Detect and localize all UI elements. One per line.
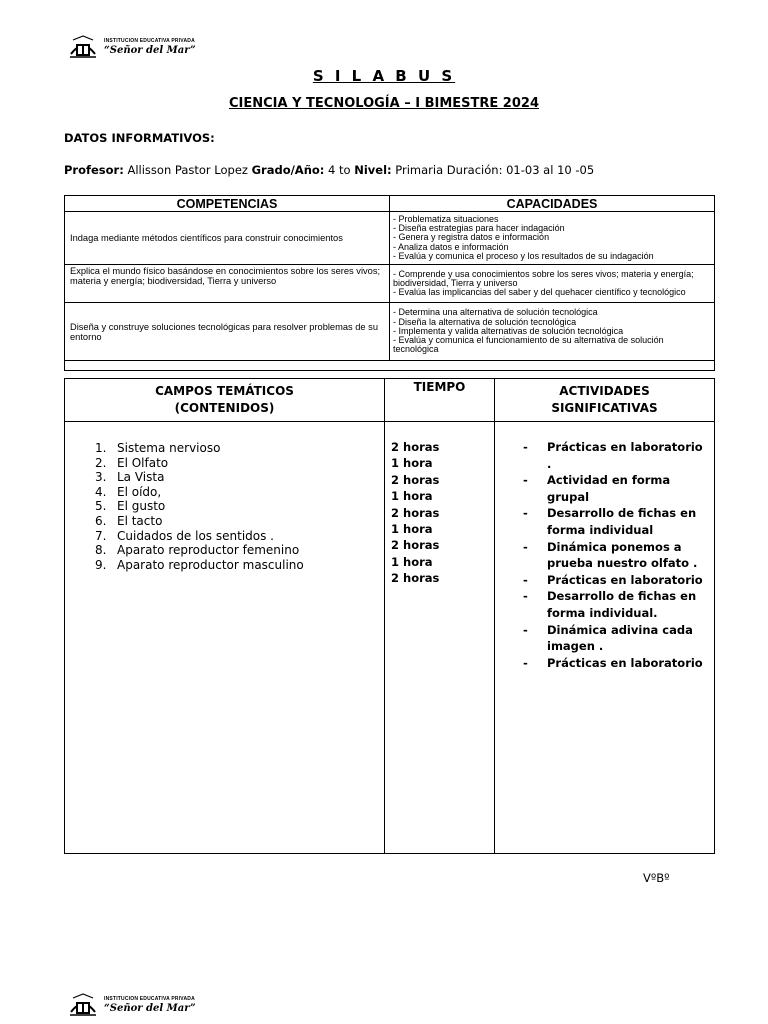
content-header-row <box>65 379 715 422</box>
activity-bullet: - <box>523 655 528 670</box>
times-list <box>385 422 494 587</box>
topic-item <box>95 513 384 529</box>
capacidad-item: - Problematiza situaciones <box>393 214 499 224</box>
vobo-signature: VºBº <box>643 871 670 885</box>
capacidad-item: - Evalúa y comunica el funcionamiento de su alternativa de solución tecnológica <box>393 336 664 355</box>
competencias-header: COMPETENCIAS <box>65 196 390 212</box>
institution-type: INSTITUCION EDUCATIVA PRIVADA <box>104 37 195 44</box>
topic-text: El tacto <box>117 513 163 528</box>
capacidad-item: - Implementa y valida alternativas de solución tecnológica <box>393 326 624 336</box>
capacidad-item: - Evalúa y comunica el proceso y los resultados de su indagación <box>393 251 654 261</box>
course-title: CIENCIA Y TECNOLOGÍA – I BIMESTRE 2024 <box>228 96 539 111</box>
school-crest-icon <box>68 34 98 60</box>
datos-heading: DATOS INFORMATIVOS: <box>64 131 215 145</box>
activity-bullet: - <box>523 572 528 587</box>
capacidad-item: - Determina una alternativa de solución tecnológica <box>393 308 598 318</box>
capacidad-item: - Analiza datos e información <box>393 242 509 252</box>
topic-number: 9. <box>95 557 107 572</box>
competencia-cell: Indaga mediante métodos científicos para construir conocimientos <box>65 212 390 265</box>
time-item: 1 hora <box>391 554 433 569</box>
tiempo-header: TIEMPO <box>385 379 495 422</box>
capacidad-item: - Diseña la alternativa de solución tecnológica <box>393 317 577 327</box>
activity-item <box>495 572 714 589</box>
topic-item <box>95 455 384 471</box>
page-title: S I L A B U S <box>312 67 456 85</box>
spacer-row <box>65 361 715 371</box>
activities-list <box>495 422 714 671</box>
capacidades-cell <box>390 303 715 361</box>
info-line <box>64 163 594 177</box>
topic-text: Aparato reproductor masculino <box>117 557 304 572</box>
time-item: 2 horas <box>391 440 440 454</box>
header-logo <box>68 32 198 62</box>
topic-number: 2. <box>95 455 107 470</box>
competency-row <box>65 212 715 265</box>
capacidad-item: - Genera y registra datos e información <box>393 233 550 243</box>
nivel-label: Nivel: <box>354 163 392 177</box>
competencia-cell: Diseña y construye soluciones tecnológicas para resolver problemas de su entorno <box>65 303 390 361</box>
competency-header-row <box>65 196 715 212</box>
competencia-cell: Explica el mundo físico basándose en conocimientos sobre los seres vivos; materia y energía; biodiversidad, Tierra y universo <box>65 265 390 303</box>
profesor-value: Allisson Pastor Lopez <box>123 163 252 177</box>
topics-cell <box>65 422 385 854</box>
activity-text: Desarrollo de fichas en forma individual. <box>547 589 697 620</box>
grado-value: 4 to <box>324 163 355 177</box>
time-item: 2 horas <box>391 505 440 520</box>
contenidos-title: (CONTENIDOS) <box>174 401 275 415</box>
nivel-value: Primaria Duración: 01-03 al 10 -05 <box>391 163 595 177</box>
capacidades-cell <box>390 212 715 265</box>
activity-text: Prácticas en laboratorio <box>547 572 703 587</box>
activity-text: Actividad en forma grupal <box>547 473 671 504</box>
topic-text: Cuidados de los sentidos . <box>117 528 274 543</box>
school-crest-icon <box>68 992 98 1018</box>
time-item: 2 horas <box>391 472 440 487</box>
time-item: 1 hora <box>391 489 433 504</box>
time-item: 2 horas <box>391 538 440 553</box>
topic-item <box>95 441 384 456</box>
activity-text: Dinámica ponemos a prueba nuestro olfato . <box>547 539 698 571</box>
activity-bullet: - <box>523 589 528 604</box>
significativas-title: SIGNIFICATIVAS <box>551 401 658 415</box>
activity-item <box>495 588 714 621</box>
actividades-title: ACTIVIDADES <box>559 384 650 398</box>
activity-bullet: - <box>523 622 528 637</box>
topic-number: 5. <box>95 499 107 514</box>
activity-item <box>495 655 714 672</box>
activities-cell <box>495 422 715 854</box>
activity-text: Desarrollo de fichas en forma individual <box>547 506 697 537</box>
actividades-header <box>495 379 715 422</box>
institution-type: INSTITUCION EDUCATIVA PRIVADA <box>104 995 195 1002</box>
institution-name: “Señor del Mar” <box>104 1002 196 1014</box>
grado-label: Grado/Año: <box>251 163 325 177</box>
profesor-label: Profesor: <box>64 163 124 177</box>
topic-item <box>95 484 384 500</box>
campos-title: CAMPOS TEMÁTICOS <box>155 384 294 398</box>
activity-bullet: - <box>523 506 528 521</box>
capacidad-item: - Diseña estrategias para hacer indagación <box>393 224 565 234</box>
time-item: 1 hora <box>391 522 433 537</box>
activity-text: Prácticas en laboratorio . <box>547 440 703 471</box>
activity-text: Dinámica adivina cada imagen . <box>547 622 693 654</box>
topic-item <box>95 499 384 514</box>
activity-item <box>495 472 714 505</box>
capacidad-item: - Evalúa las implicancias del saber y del quehacer científico y tecnológico <box>393 288 686 298</box>
time-item: 1 hora <box>391 456 433 471</box>
activity-item <box>495 439 714 472</box>
content-body-row <box>65 422 715 854</box>
topic-number: 8. <box>95 543 107 558</box>
activity-bullet: - <box>523 473 528 488</box>
topic-number: 7. <box>95 528 107 543</box>
topic-item <box>95 543 384 558</box>
topic-text: El oído, <box>117 484 162 499</box>
activity-item <box>495 622 714 655</box>
topic-number: 1. <box>95 441 107 455</box>
time-item: 2 horas <box>391 571 440 586</box>
activity-bullet: - <box>523 539 528 554</box>
competency-table <box>64 195 715 371</box>
topic-text: Aparato reproductor femenino <box>117 543 300 558</box>
capacidad-item: - Comprende y usa conocimientos sobre los seres vivos; materia y energía; biodiversidad, Tierra y universo <box>393 269 694 288</box>
capacidades-header: CAPACIDADES <box>390 196 715 212</box>
campos-header <box>65 379 385 422</box>
topic-number: 3. <box>95 470 107 485</box>
capacidades-cell <box>390 265 715 303</box>
competency-row <box>65 303 715 361</box>
topic-number: 4. <box>95 484 107 499</box>
topic-text: El gusto <box>117 499 166 514</box>
activity-text: Prácticas en laboratorio <box>547 655 703 670</box>
topic-text: La Vista <box>117 470 165 485</box>
topic-item <box>95 557 384 573</box>
activity-item <box>495 505 714 538</box>
topic-item <box>95 470 384 485</box>
topics-list <box>65 422 384 572</box>
topic-item <box>95 528 384 544</box>
competency-row <box>65 265 715 303</box>
topic-text: El Olfato <box>117 455 169 470</box>
topic-text: Sistema nervioso <box>117 441 221 455</box>
activity-item <box>495 539 714 572</box>
times-cell <box>385 422 495 854</box>
institution-name: “Señor del Mar” <box>104 44 196 56</box>
activity-bullet: - <box>523 440 528 454</box>
topic-number: 6. <box>95 513 107 528</box>
content-table <box>64 378 715 854</box>
footer-logo <box>68 990 198 1020</box>
